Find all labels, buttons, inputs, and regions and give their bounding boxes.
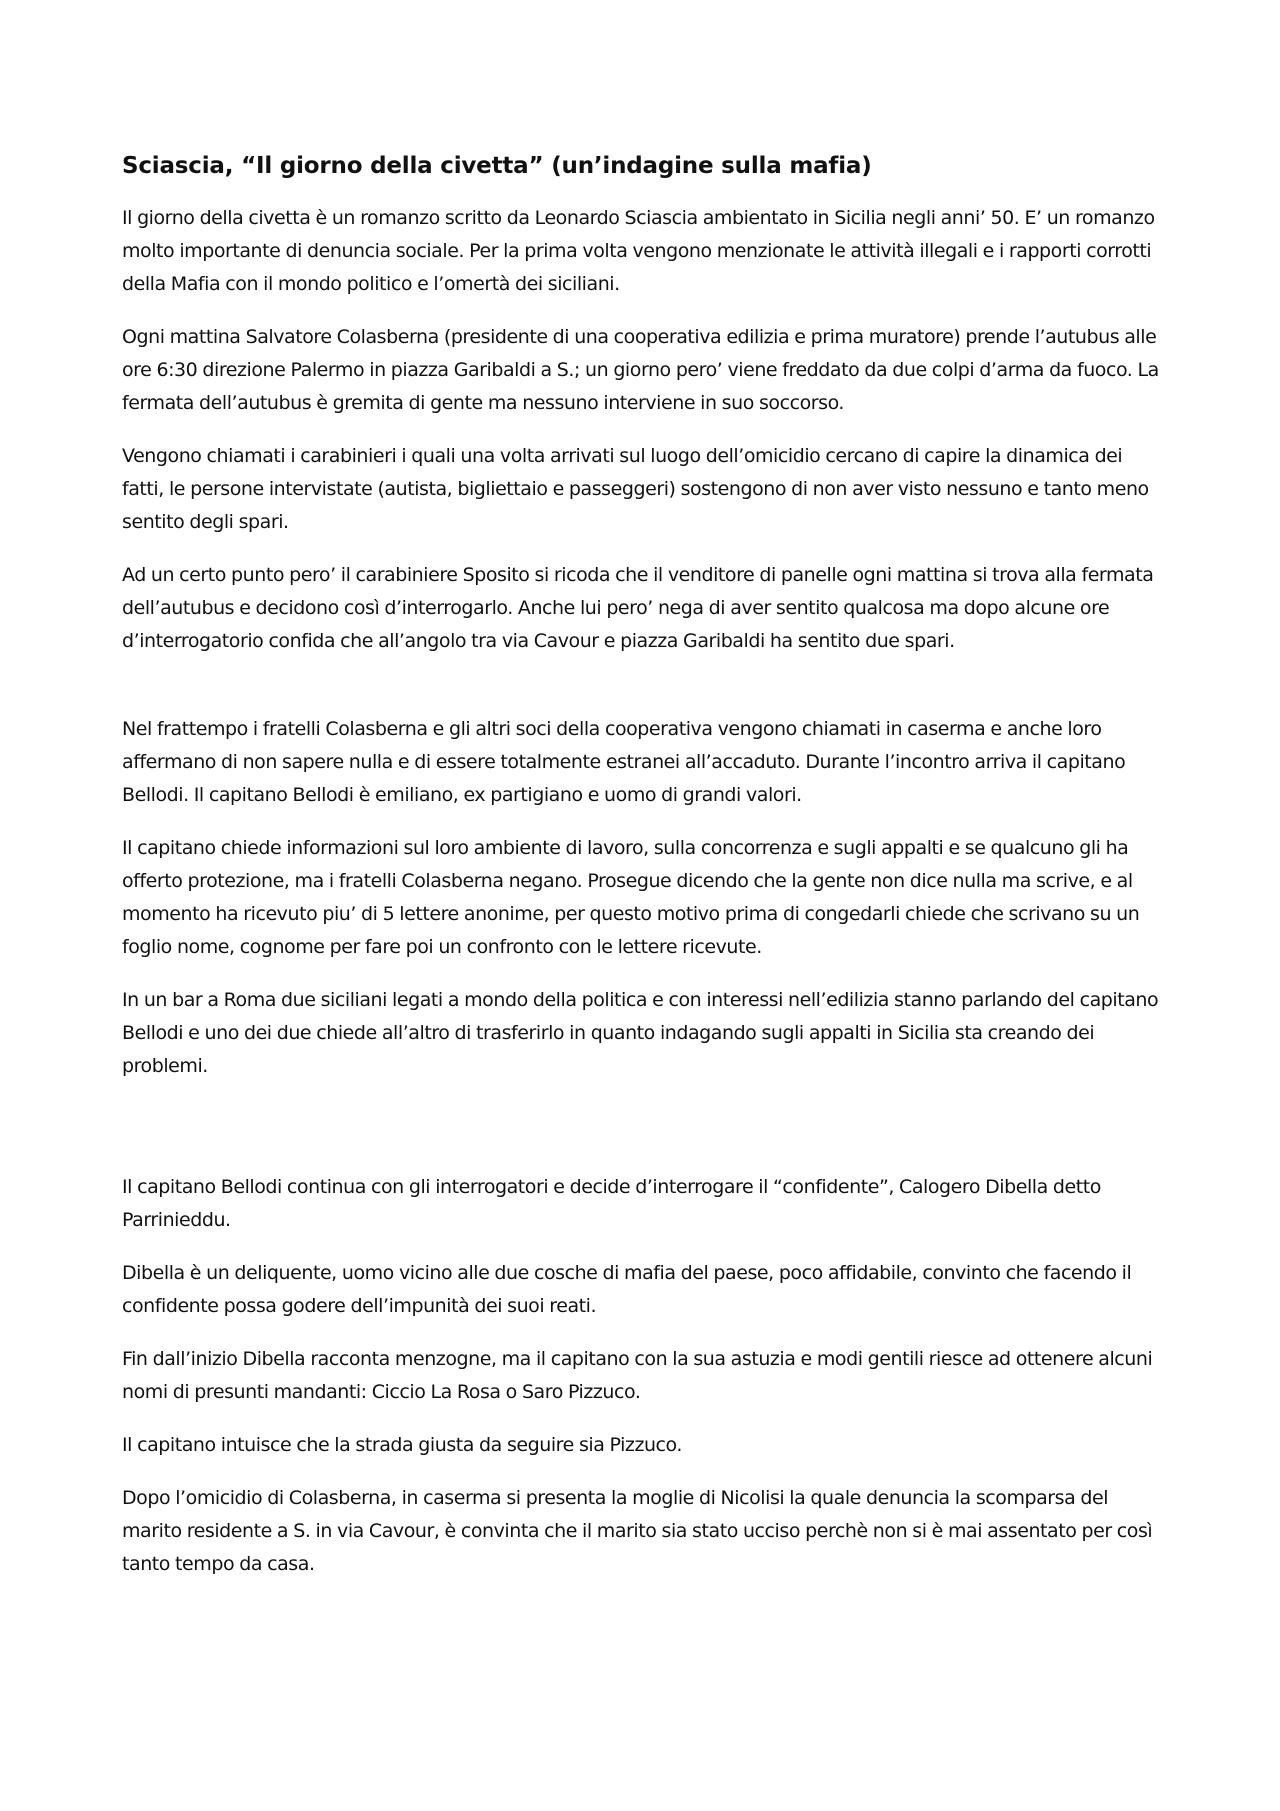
paragraph-dibella: Dibella è un deliquente, uomo vicino alle due cosche di mafia del paese, poco affidabile, convinto che facendo il confidente possa godere dell’impunità dei suoi reati. — [122, 1262, 1132, 1317]
paragraph-intro: Il giorno della civetta è un romanzo scritto da Leonardo Sciascia ambientato in Sicilia negli anni’ 50. E’ un romanzo molto importante di denuncia sociale. Per la prima volta vengono menzionate le attività illegali e i rapporti corrotti della Mafia con il mondo politico e l’omertà dei siciliani. — [122, 207, 1155, 295]
paragraph-nicolosi: Dopo l’omicidio di Colasberna, in caserma si presenta la moglie di Nicolisi la quale denuncia la scomparsa del marito residente a S. in via Cavour, è convinta che il marito sia stato ucciso perchè non si è mai assentato per così tanto tempo da casa. — [122, 1487, 1153, 1575]
paragraph-menzogne: Fin dall’inizio Dibella racconta menzogne, ma il capitano con la sua astuzia e modi gentili riesce ad ottenere alcuni nomi di presunti mandanti: Ciccio La Rosa o Saro Pizzuco. — [122, 1348, 1153, 1403]
paragraph-bar-roma: In un bar a Roma due siciliani legati a mondo della politica e con interessi nell’edilizia stanno parlando del capitano Bellodi e uno dei due chiede all’altro di trasferirlo in quanto indagando sugli appalti in Sicilia sta creando dei problemi. — [122, 989, 1159, 1077]
document-body — [122, 150, 1162, 1601]
paragraph-fratelli-colasberna: Nel frattempo i fratelli Colasberna e gli altri soci della cooperativa vengono chiamati in caserma e anche loro affermano di non sapere nulla e di essere totalmente estranei all’accaduto. Durante l’incontro arriva il capitano Bellodi. Il capitano Bellodi è emiliano, ex partigiano e uomo di grandi valori. — [122, 718, 1126, 806]
paragraph-colasberna-murder: Ogni mattina Salvatore Colasberna (presidente di una cooperativa edilizia e prima muratore) prende l’autubus alle ore 6:30 direzione Palermo in piazza Garibaldi a S.; un giorno pero’ viene freddato da due colpi d’arma da fuoco. La fermata dell’autubus è gremita di gente ma nessuno interviene in suo soccorso. — [122, 326, 1159, 414]
document-title: Sciascia, “Il giorno della civetta” (un’indagine sulla mafia) — [122, 153, 872, 179]
paragraph-carabinieri: Vengono chiamati i carabinieri i quali una volta arrivati sul luogo dell’omicidio cercano di capire la dinamica dei fatti, le persone intervistate (autista, bigliettaio e passeggeri) sostengono di non aver visto nessuno e tanto meno sentito degli spari. — [122, 445, 1149, 533]
paragraph-capitano-chiede: Il capitano chiede informazioni sul loro ambiente di lavoro, sulla concorrenza e sugli appalti e se qualcuno gli ha offerto protezione, ma i fratelli Colasberna negano. Prosegue dicendo che la gente non dice nulla ma scrive, e al momento ha ricevuto piu’ di 5 lettere anonime, per questo motivo prima di congedarli chiede che scrivano su un foglio nome, cognome per fare poi un confronto con le lettere ricevute. — [122, 837, 1140, 958]
paragraph-confidente: Il capitano Bellodi continua con gli interrogatori e decide d’interrogare il “confidente”, Calogero Dibella detto Parrinieddu. — [122, 1176, 1101, 1231]
paragraph-sposito: Ad un certo punto pero’ il carabiniere Sposito si ricoda che il venditore di panelle ogni mattina si trova alla fermata dell’autubus e decidono così d’interrogarlo. Anche lui pero’ nega di aver sentito qualcosa ma dopo alcune ore d’interrogatorio confida che all’angolo tra via Cavour e piazza Garibaldi ha sentito due spari. — [122, 564, 1154, 652]
paragraph-pizzuco: Il capitano intuisce che la strada giusta da seguire sia Pizzuco. — [122, 1434, 682, 1456]
